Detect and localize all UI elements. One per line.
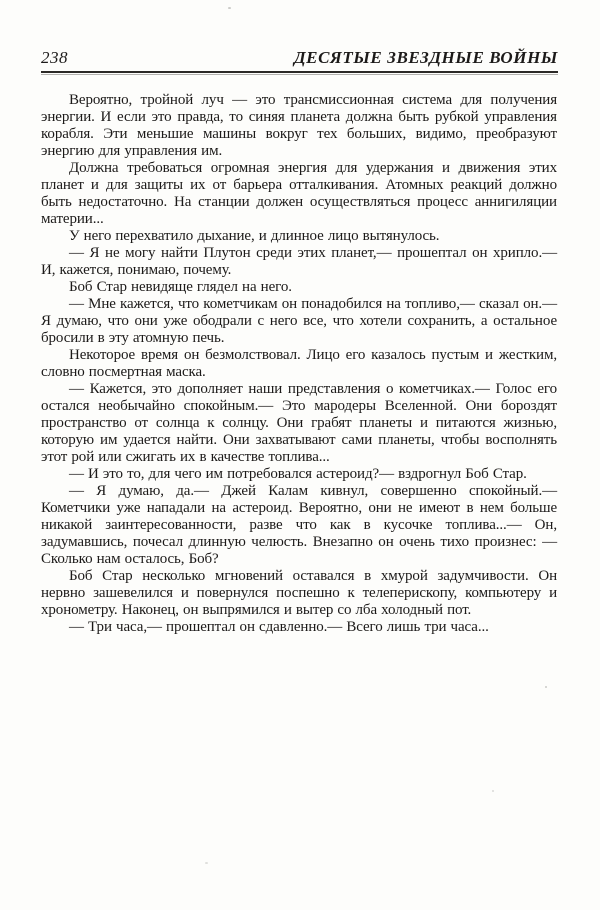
scan-speck [545, 686, 547, 688]
paragraph: — Мне кажется, что кометчикам он понадобился на топливо,— сказал он.— Я думаю, что они уже ободрали с него все, что хотели сохранить, а остальное бросили в эту атомную печь. [41, 296, 557, 346]
running-head [41, 48, 558, 73]
scan-speck [492, 790, 494, 792]
paragraph: У него перехватило дыхание, и длинное лицо вытянулось. [69, 228, 440, 244]
paragraph: — Я думаю, да.— Джей Калам кивнул, совершенно спокойный.— Кометчики уже нападали на астероид. Вероятно, они не имеют в нем больше никакой заинтересованности, разве что как в кусочке топлива...— Он, задумавшись, почесал длинную челюсть. Внезапно он очень тихо произнес: — Сколько нам осталось, Боб? [41, 483, 557, 567]
paragraph: Боб Стар невидяще глядел на него. [69, 279, 292, 295]
scan-speck [205, 862, 208, 864]
scan-speck [228, 7, 231, 9]
paragraph: Должна требоваться огромная энергия для удержания и движения этих планет и для защиты их от барьера отталкивания. Атомных реакций должно быть недостаточно. На станции должен осуществляться процесс аннигиляции материи... [41, 160, 557, 227]
paragraph: — Я не могу найти Плутон среди этих планет,— прошептал он хрипло.— И, кажется, понимаю, почему. [41, 245, 557, 278]
paragraph: Некоторое время он безмолствовал. Лицо его казалось пустым и жестким, словно посмертная маска. [41, 347, 557, 380]
running-title: ДЕСЯТЫЕ ЗВЕЗДНЫЕ ВОЙНЫ [293, 48, 558, 67]
page-number: 238 [41, 48, 68, 67]
paragraph: Боб Стар несколько мгновений оставался в хмурой задумчивости. Он нервно зашевелился и повернулся поспешно к телеперископу, компьютеру и хронометру. Наконец, он выпрямился и вытер со лба холодный пот. [41, 568, 557, 618]
paragraph: — И это то, для чего им потребовался астероид?— вздрогнул Боб Стар. [69, 466, 527, 482]
paragraph: — Три часа,— прошептал он сдавленно.— Всего лишь три часа... [69, 619, 489, 635]
page-body [41, 92, 557, 636]
paragraph: — Кажется, это дополняет наши представления о кометчиках.— Голос его остался необычайно спокойным.— Это мародеры Вселенной. Они бороздят пространство от солнца к солнцу. Они грабят планеты и питаются жизнью, которую им удается найти. Они захватывают сами планеты, чтобы восполнять этот рой или сжигать их в качестве топлива... [41, 381, 557, 465]
paragraph: Вероятно, тройной луч — это трансмиссионная система для получения энергии. И если это правда, то синяя планета должна быть рубкой управления корабля. Эти меньшие машины вокруг тех больших, видимо, преобразуют энергию для управления им. [41, 92, 557, 159]
